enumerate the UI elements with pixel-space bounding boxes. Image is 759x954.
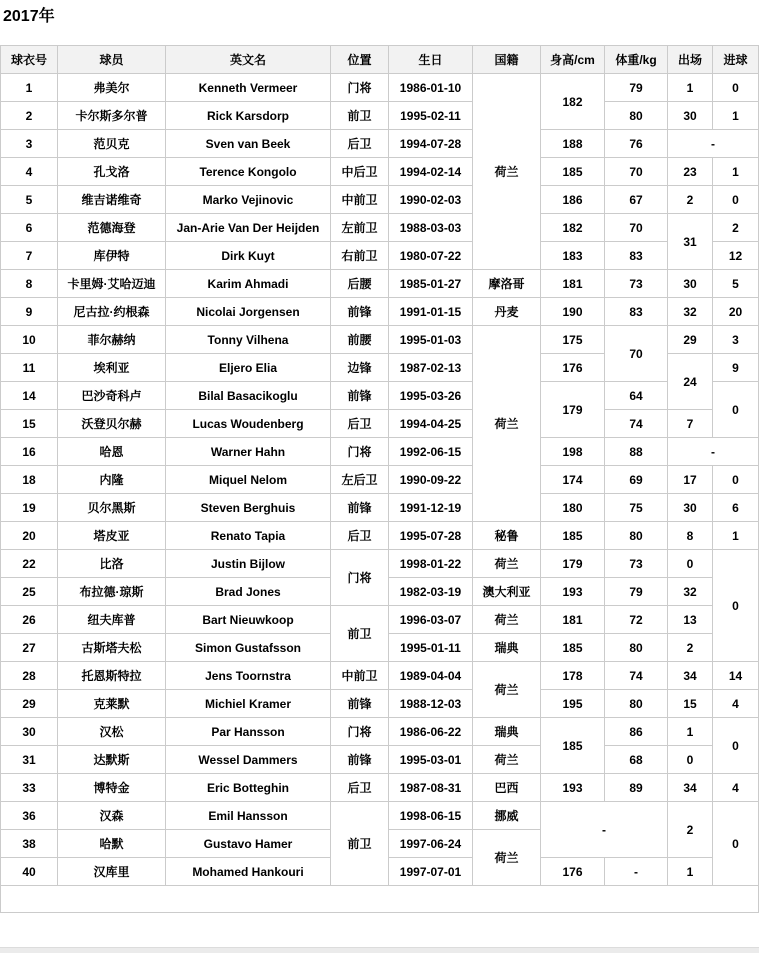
- cell: -: [668, 130, 759, 158]
- cell: 4: [1, 158, 58, 186]
- cell: 比洛: [58, 550, 166, 578]
- cell: 30: [668, 494, 713, 522]
- cell: 0: [713, 186, 759, 214]
- cell: 荷兰: [473, 326, 541, 522]
- column-header: 生日: [389, 46, 473, 74]
- cell: 0: [713, 802, 759, 886]
- cell: 卡尔斯多尔普: [58, 102, 166, 130]
- cell: 6: [1, 214, 58, 242]
- cell: 10: [1, 326, 58, 354]
- table-row: [1, 466, 759, 494]
- cell: 7: [1, 242, 58, 270]
- cell: 1990-09-22: [389, 466, 473, 494]
- cell: 67: [605, 186, 668, 214]
- cell: 达默斯: [58, 746, 166, 774]
- table-row: [1, 662, 759, 690]
- cell: 门将: [331, 718, 389, 746]
- table-row: [1, 774, 759, 802]
- empty-row: [1, 886, 759, 913]
- cell: 右前卫: [331, 242, 389, 270]
- cell: Wessel Dammers: [166, 746, 331, 774]
- column-header: 国籍: [473, 46, 541, 74]
- cell: 1986-06-22: [389, 718, 473, 746]
- cell: 70: [605, 214, 668, 242]
- cell: 前锋: [331, 382, 389, 410]
- cell: 古斯塔夫松: [58, 634, 166, 662]
- header-row: [1, 46, 759, 74]
- cell: 1: [668, 858, 713, 886]
- cell: 丹麦: [473, 298, 541, 326]
- cell: 后卫: [331, 774, 389, 802]
- cell: 1: [713, 102, 759, 130]
- cell: Terence Kongolo: [166, 158, 331, 186]
- cell: 195: [541, 690, 605, 718]
- cell: 79: [605, 578, 668, 606]
- cell: 秘鲁: [473, 522, 541, 550]
- cell: 0: [713, 382, 759, 438]
- cell: Karim Ahmadi: [166, 270, 331, 298]
- cell: 0: [713, 550, 759, 662]
- table-row: [1, 494, 759, 522]
- cell: Bilal Basacikoglu: [166, 382, 331, 410]
- cell: 75: [605, 494, 668, 522]
- cell: Kenneth Vermeer: [166, 74, 331, 102]
- cell: 0: [668, 550, 713, 578]
- cell: Jens Toornstra: [166, 662, 331, 690]
- cell: 185: [541, 634, 605, 662]
- cell: 3: [713, 326, 759, 354]
- cell: 12: [713, 242, 759, 270]
- cell: 哈默: [58, 830, 166, 858]
- cell: 86: [605, 718, 668, 746]
- column-header: 球员: [58, 46, 166, 74]
- cell: 16: [1, 438, 58, 466]
- cell: 1995-03-01: [389, 746, 473, 774]
- cell: 193: [541, 578, 605, 606]
- cell: 荷兰: [473, 74, 541, 270]
- cell: 1985-01-27: [389, 270, 473, 298]
- column-header: 身高/cm: [541, 46, 605, 74]
- cell: 荷兰: [473, 830, 541, 886]
- cell: 72: [605, 606, 668, 634]
- cell: 门将: [331, 74, 389, 102]
- cell: 182: [541, 214, 605, 242]
- table-row: [1, 186, 759, 214]
- table-row: [1, 718, 759, 746]
- cell: 185: [541, 718, 605, 774]
- column-header: 出场: [668, 46, 713, 74]
- column-header: 球衣号: [1, 46, 58, 74]
- cell: Jan-Arie Van Der Heijden: [166, 214, 331, 242]
- cell: 挪威: [473, 802, 541, 830]
- cell: 1994-02-14: [389, 158, 473, 186]
- cell: 29: [1, 690, 58, 718]
- cell: 沃登贝尔赫: [58, 410, 166, 438]
- cell: 1995-07-28: [389, 522, 473, 550]
- cell: 前腰: [331, 326, 389, 354]
- table-row: [1, 74, 759, 102]
- cell: 1988-03-03: [389, 214, 473, 242]
- cell: 1994-07-28: [389, 130, 473, 158]
- cell: 1995-03-26: [389, 382, 473, 410]
- cell: 80: [605, 102, 668, 130]
- column-header: 进球: [713, 46, 759, 74]
- cell: Tonny Vilhena: [166, 326, 331, 354]
- table-row: [1, 606, 759, 634]
- cell: 20: [713, 298, 759, 326]
- cell: 哈恩: [58, 438, 166, 466]
- cell: 32: [668, 298, 713, 326]
- cell: 188: [541, 130, 605, 158]
- cell: 2: [668, 634, 713, 662]
- cell: 1996-03-07: [389, 606, 473, 634]
- cell: 6: [713, 494, 759, 522]
- cell: 27: [1, 634, 58, 662]
- cell: 80: [605, 522, 668, 550]
- cell: 30: [668, 270, 713, 298]
- cell: 80: [605, 690, 668, 718]
- cell: Gustavo Hamer: [166, 830, 331, 858]
- cell: 179: [541, 382, 605, 438]
- cell: 69: [605, 466, 668, 494]
- cell: -: [668, 438, 759, 466]
- cell: 26: [1, 606, 58, 634]
- cell: 前锋: [331, 298, 389, 326]
- cell: 24: [668, 354, 713, 410]
- cell: 29: [668, 326, 713, 354]
- cell: 尼古拉·约根森: [58, 298, 166, 326]
- cell: 76: [605, 130, 668, 158]
- cell: 博特金: [58, 774, 166, 802]
- cell: 巴沙奇科卢: [58, 382, 166, 410]
- cell: Lucas Woudenberg: [166, 410, 331, 438]
- cell: 182: [541, 74, 605, 130]
- cell: 前锋: [331, 690, 389, 718]
- cell: Warner Hahn: [166, 438, 331, 466]
- cell: 托恩斯特拉: [58, 662, 166, 690]
- cell: 库伊特: [58, 242, 166, 270]
- cell: 33: [1, 774, 58, 802]
- cell: 83: [605, 242, 668, 270]
- table-row: [1, 746, 759, 774]
- cell: 178: [541, 662, 605, 690]
- cell: Emil Hansson: [166, 802, 331, 830]
- table-row: [1, 158, 759, 186]
- cell: 范贝克: [58, 130, 166, 158]
- cell: 2: [668, 802, 713, 858]
- cell: 荷兰: [473, 746, 541, 774]
- cell: 30: [1, 718, 58, 746]
- cell: 198: [541, 438, 605, 466]
- cell: 79: [605, 74, 668, 102]
- cell: 183: [541, 242, 605, 270]
- cell: Steven Berghuis: [166, 494, 331, 522]
- cell: 埃利亚: [58, 354, 166, 382]
- cell: 1997-07-01: [389, 858, 473, 886]
- cell: 菲尔赫纳: [58, 326, 166, 354]
- table-row: [1, 270, 759, 298]
- table-row: [1, 298, 759, 326]
- table-row: [1, 326, 759, 354]
- cell: 8: [1, 270, 58, 298]
- cell: 前卫: [331, 802, 389, 886]
- cell: 73: [605, 550, 668, 578]
- cell: 弗美尔: [58, 74, 166, 102]
- cell: 后卫: [331, 410, 389, 438]
- cell: 190: [541, 298, 605, 326]
- cell: 汉森: [58, 802, 166, 830]
- cell: 174: [541, 466, 605, 494]
- cell: 1987-08-31: [389, 774, 473, 802]
- cell: 1: [713, 522, 759, 550]
- cell: 74: [605, 410, 668, 438]
- cell: Marko Vejinovic: [166, 186, 331, 214]
- table-row: [1, 102, 759, 130]
- table-row: [1, 802, 759, 830]
- cell: 73: [605, 270, 668, 298]
- cell: 14: [713, 662, 759, 690]
- cell: 176: [541, 354, 605, 382]
- cell: 176: [541, 858, 605, 886]
- cell: 1998-06-15: [389, 802, 473, 830]
- cell: Dirk Kuyt: [166, 242, 331, 270]
- cell: 澳大利亚: [473, 578, 541, 606]
- cell: 20: [1, 522, 58, 550]
- cell: 193: [541, 774, 605, 802]
- cell: 18: [1, 466, 58, 494]
- cell: 0: [713, 74, 759, 102]
- cell: Nicolai Jorgensen: [166, 298, 331, 326]
- table-row: [1, 690, 759, 718]
- cell: 卡里姆·艾哈迈迪: [58, 270, 166, 298]
- horizontal-scrollbar[interactable]: [0, 947, 759, 953]
- cell: 范德海登: [58, 214, 166, 242]
- cell: 前锋: [331, 494, 389, 522]
- cell: 汉库里: [58, 858, 166, 886]
- cell: 9: [713, 354, 759, 382]
- cell: 摩洛哥: [473, 270, 541, 298]
- cell: 纽夫库普: [58, 606, 166, 634]
- roster-table-body: [1, 74, 759, 913]
- cell: 后卫: [331, 522, 389, 550]
- table-row: [1, 130, 759, 158]
- cell: 22: [1, 550, 58, 578]
- cell: 1986-01-10: [389, 74, 473, 102]
- cell: 1991-12-19: [389, 494, 473, 522]
- cell: 1987-02-13: [389, 354, 473, 382]
- cell: -: [605, 858, 668, 886]
- table-row: [1, 438, 759, 466]
- cell: 内隆: [58, 466, 166, 494]
- cell: 17: [668, 466, 713, 494]
- cell: 瑞典: [473, 718, 541, 746]
- cell: 左前卫: [331, 214, 389, 242]
- cell: 荷兰: [473, 606, 541, 634]
- cell: 4: [713, 690, 759, 718]
- cell: 2: [1, 102, 58, 130]
- cell: 186: [541, 186, 605, 214]
- table-row: [1, 410, 759, 438]
- cell: 34: [668, 662, 713, 690]
- cell: 8: [668, 522, 713, 550]
- cell: -: [541, 802, 668, 858]
- cell: 1982-03-19: [389, 578, 473, 606]
- table-row: [1, 214, 759, 242]
- cell: Bart Nieuwkoop: [166, 606, 331, 634]
- cell: Mohamed Hankouri: [166, 858, 331, 886]
- cell: 布拉德·琼斯: [58, 578, 166, 606]
- cell: 32: [668, 578, 713, 606]
- cell: 荷兰: [473, 662, 541, 718]
- cell: 70: [605, 158, 668, 186]
- cell: 3: [1, 130, 58, 158]
- cell: 贝尔黑斯: [58, 494, 166, 522]
- cell: 38: [1, 830, 58, 858]
- cell: 15: [668, 690, 713, 718]
- cell: Par Hansson: [166, 718, 331, 746]
- cell: 181: [541, 606, 605, 634]
- cell: 175: [541, 326, 605, 354]
- column-header: 英文名: [166, 46, 331, 74]
- cell: 19: [1, 494, 58, 522]
- cell: 13: [668, 606, 713, 634]
- cell: 88: [605, 438, 668, 466]
- cell: 34: [668, 774, 713, 802]
- column-header: 位置: [331, 46, 389, 74]
- cell: 31: [668, 214, 713, 270]
- cell: 中前卫: [331, 186, 389, 214]
- cell: 11: [1, 354, 58, 382]
- cell: 0: [713, 466, 759, 494]
- cell: 1980-07-22: [389, 242, 473, 270]
- cell: 维吉诺维奇: [58, 186, 166, 214]
- cell: Sven van Beek: [166, 130, 331, 158]
- cell: 门将: [331, 438, 389, 466]
- cell: 1994-04-25: [389, 410, 473, 438]
- cell: Justin Bijlow: [166, 550, 331, 578]
- cell: Renato Tapia: [166, 522, 331, 550]
- cell: 1: [1, 74, 58, 102]
- cell: Simon Gustafsson: [166, 634, 331, 662]
- cell: 181: [541, 270, 605, 298]
- cell: 前卫: [331, 102, 389, 130]
- cell: 14: [1, 382, 58, 410]
- cell: 7: [668, 410, 713, 438]
- table-row: [1, 550, 759, 578]
- column-header: 体重/kg: [605, 46, 668, 74]
- cell: 185: [541, 522, 605, 550]
- table-row: [1, 242, 759, 270]
- cell: 70: [605, 326, 668, 382]
- cell: 1: [668, 718, 713, 746]
- cell: 克莱默: [58, 690, 166, 718]
- cell: 80: [605, 634, 668, 662]
- roster-table: [0, 45, 759, 913]
- cell: 23: [668, 158, 713, 186]
- cell: 9: [1, 298, 58, 326]
- cell: 1995-01-03: [389, 326, 473, 354]
- cell: 2: [713, 214, 759, 242]
- cell: 1989-04-04: [389, 662, 473, 690]
- cell: 5: [713, 270, 759, 298]
- cell: 瑞典: [473, 634, 541, 662]
- cell: 1988-12-03: [389, 690, 473, 718]
- cell: 孔戈洛: [58, 158, 166, 186]
- cell: 180: [541, 494, 605, 522]
- cell: Miquel Nelom: [166, 466, 331, 494]
- cell: Michiel Kramer: [166, 690, 331, 718]
- cell: 1990-02-03: [389, 186, 473, 214]
- cell: 1991-01-15: [389, 298, 473, 326]
- cell: 汉松: [58, 718, 166, 746]
- cell: 0: [668, 746, 713, 774]
- table-row: [1, 522, 759, 550]
- cell: 1992-06-15: [389, 438, 473, 466]
- cell: 4: [713, 774, 759, 802]
- cell: [1, 886, 759, 913]
- cell: 89: [605, 774, 668, 802]
- cell: 28: [1, 662, 58, 690]
- cell: 36: [1, 802, 58, 830]
- cell: 中前卫: [331, 662, 389, 690]
- cell: 15: [1, 410, 58, 438]
- cell: 1995-02-11: [389, 102, 473, 130]
- cell: 5: [1, 186, 58, 214]
- cell: 1: [713, 158, 759, 186]
- cell: 2: [668, 186, 713, 214]
- cell: 左后卫: [331, 466, 389, 494]
- cell: 40: [1, 858, 58, 886]
- cell: 塔皮亚: [58, 522, 166, 550]
- cell: Eric Botteghin: [166, 774, 331, 802]
- cell: 1: [668, 74, 713, 102]
- cell: 74: [605, 662, 668, 690]
- cell: 1998-01-22: [389, 550, 473, 578]
- cell: 30: [668, 102, 713, 130]
- cell: 25: [1, 578, 58, 606]
- cell: 1997-06-24: [389, 830, 473, 858]
- cell: 边锋: [331, 354, 389, 382]
- cell: 0: [713, 718, 759, 774]
- cell: 中后卫: [331, 158, 389, 186]
- cell: Rick Karsdorp: [166, 102, 331, 130]
- cell: 31: [1, 746, 58, 774]
- cell: 前卫: [331, 606, 389, 662]
- page-title: 2017年: [3, 8, 55, 25]
- cell: 荷兰: [473, 550, 541, 578]
- cell: 68: [605, 746, 668, 774]
- table-row: [1, 382, 759, 410]
- cell: 巴西: [473, 774, 541, 802]
- cell: 后卫: [331, 130, 389, 158]
- cell: 前锋: [331, 746, 389, 774]
- cell: Eljero Elia: [166, 354, 331, 382]
- cell: 83: [605, 298, 668, 326]
- cell: 179: [541, 550, 605, 578]
- cell: 185: [541, 158, 605, 186]
- cell: Brad Jones: [166, 578, 331, 606]
- cell: 门将: [331, 550, 389, 606]
- cell: 1995-01-11: [389, 634, 473, 662]
- cell: 64: [605, 382, 668, 410]
- cell: 后腰: [331, 270, 389, 298]
